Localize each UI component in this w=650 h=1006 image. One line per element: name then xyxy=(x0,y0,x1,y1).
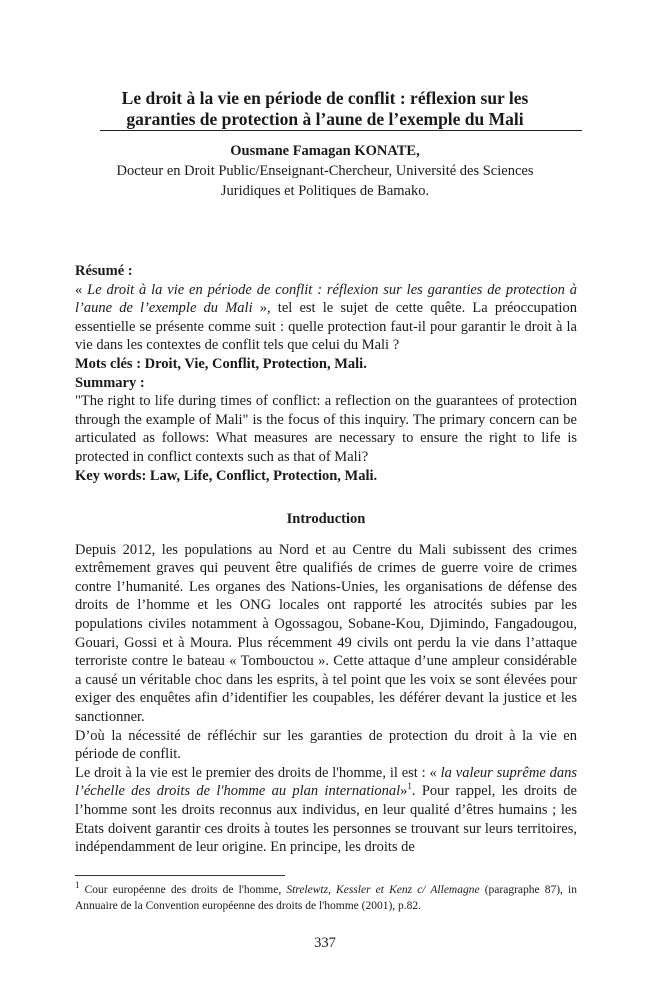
para3-close-quote: » xyxy=(400,783,408,800)
intro-paragraph-1: Depuis 2012, les populations au Nord et au Centre du Mali subissent des crimes extrêmement graves qui peuvent être qualifiés de crimes de guerre voire de crimes contre l’humanité. Les organes des Nations-Unies, les organisations de défense des droits de l’homme et les ONG locales ont rapporté les atrocités subies par les populations civiles notamment à Ogossagou, Sobane-Kou, Djimindo, Fangadougou, Gouari, Gossi et à Moura. Plus récemment 49 civils ont perdu la vie dans l’attaque terroriste contre le bateau « Tombouctou ». Cette attaque d’une ampleur considérable a causé un véritable choc dans les esprits, à tel point que les voix se sont élevées pour exiger des enquêtes afin d’identifier les coupables, les déférer devant la justice et les sanctionner. xyxy=(75,541,577,725)
summary-heading: Summary : xyxy=(75,374,145,391)
footnote-number: 1 xyxy=(75,880,80,891)
title-line-2: garanties de protection à l’aune de l’exemple du Mali xyxy=(126,109,524,129)
resume-body: », tel est le sujet de cette quête. La préoccupation essentielle se présente comme suit : quelle protection faut-il pour garantir le droit à la vie dans les contextes de conflit tels que celui du Mali ? xyxy=(75,300,578,354)
abstract-section xyxy=(75,262,577,485)
summary-text: "The right to life during times of conflict: a reflection on the guarantees of protection through the example of Mali" is the focus of this inquiry. The primary concern can be articulated as follows: What measures are necessary to ensure the right to life is protected in conflict contexts such as that of Mali? xyxy=(75,393,577,465)
footnote-end: (paragraphe 87), in Annuaire de la Convention européenne des droits de l'homme (2001), p.82. xyxy=(75,884,577,912)
title-line-1: Le droit à la vie en période de conflit : réflexion sur les xyxy=(121,88,529,108)
affiliation-line-1: Docteur en Droit Public/Enseignant-Chercheur, Université des Sciences xyxy=(116,163,534,179)
article-title xyxy=(60,88,590,130)
footnote-case-name: Strelewtz, Kessler et Kenz c/ Allemagne xyxy=(286,884,480,896)
para3-italic-quote: la valeur suprême dans l’échelle des droits de l'homme au plan international xyxy=(75,764,578,800)
introduction-heading: Introduction xyxy=(286,511,366,527)
title-underline xyxy=(100,130,582,131)
footnote-start: Cour européenne des droits de l'homme, xyxy=(79,884,287,896)
footnote xyxy=(75,882,577,914)
author-name: Ousmane Famagan KONATE, xyxy=(230,143,420,159)
mots-cles: Mots clés : Droit, Vie, Conflit, Protection, Mali. xyxy=(75,355,367,372)
page-number: 337 xyxy=(314,935,336,951)
affiliation-line-2: Juridiques et Politiques de Bamako. xyxy=(220,183,430,199)
para3-start: Le droit à la vie est le premier des droits de l'homme, il est : « xyxy=(75,764,441,781)
introduction-section xyxy=(75,510,577,857)
footnote-separator xyxy=(75,875,285,876)
author-affiliation xyxy=(60,161,590,201)
intro-paragraph-3 xyxy=(75,764,577,857)
intro-paragraph-2: D’où la nécessité de réfléchir sur les garanties de protection du droit à la vie en période de conflit. xyxy=(75,727,577,763)
resume-heading: Résumé : xyxy=(75,263,133,279)
resume-italic-title: Le droit à la vie en période de conflit : réflexion sur les garanties de protection à l’aune de l’exemple du Mali xyxy=(75,281,578,317)
resume-open-quote: « xyxy=(75,281,88,298)
resume-text xyxy=(75,281,577,355)
para3-end: . Pour rappel, les droits de l’homme sont les droits reconnus aux individus, en leur qualité d’êtres humains ; les Etats doivent garantir ces droits à toutes les personnes se trouvant sur leurs territoires, indépendamment de leur origine. En principe, les droits de xyxy=(75,783,577,856)
key-words: Key words: Law, Life, Conflict, Protection, Mali. xyxy=(75,467,378,484)
footnote-ref: 1 xyxy=(407,781,412,792)
